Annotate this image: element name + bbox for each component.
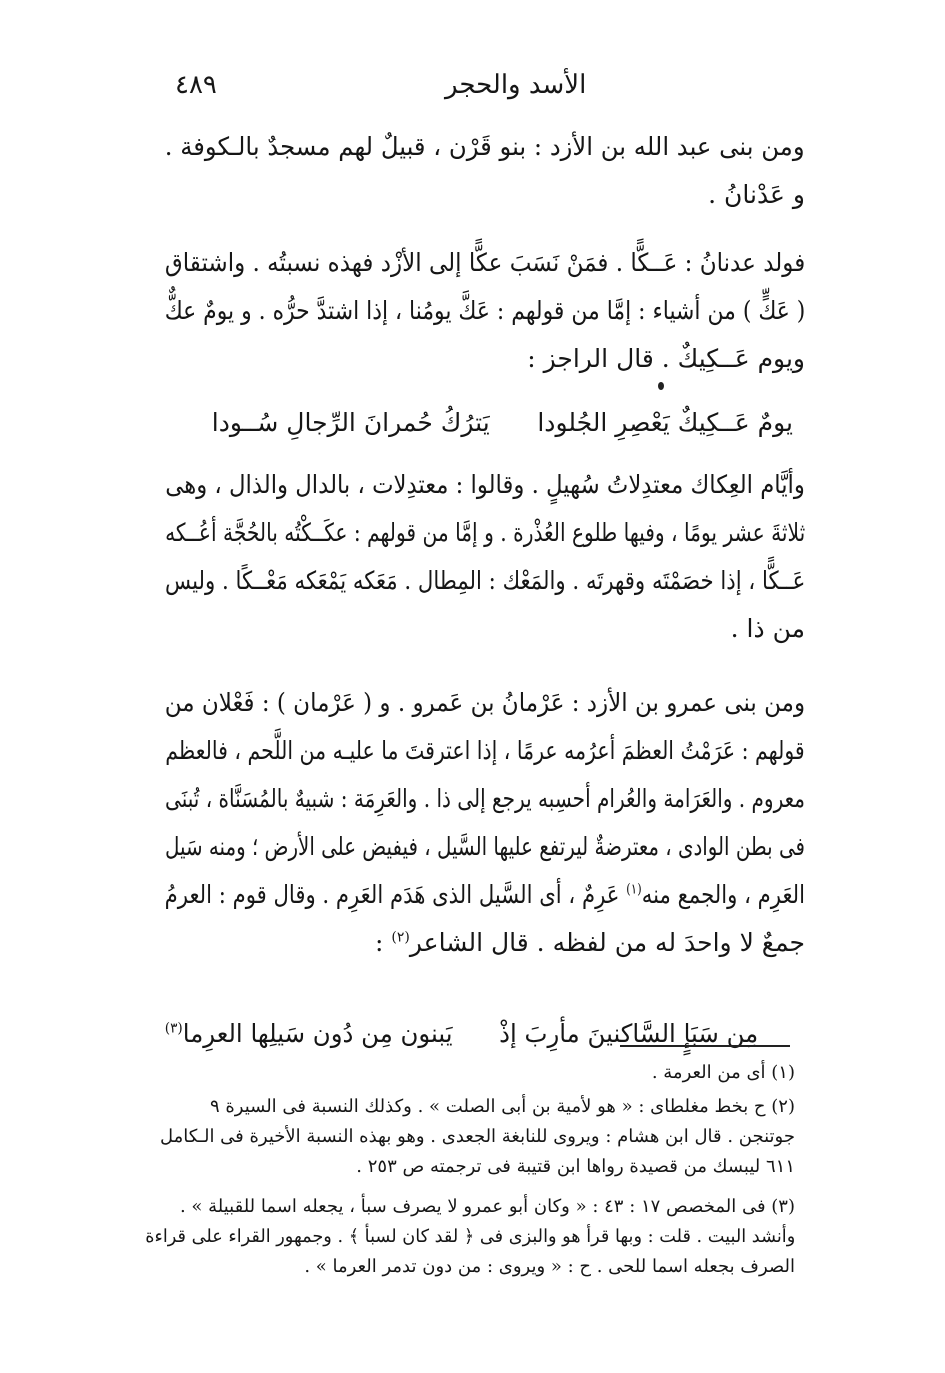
ink-mark: [658, 382, 664, 390]
footnote-marker: (٣): [164, 1020, 183, 1037]
text-line: [165, 880, 805, 909]
text-line: و عَدْنانُ .: [708, 180, 805, 209]
paragraph-2: [165, 248, 805, 388]
text-line: وأيَّام العِكاك معتدِلاتُ سُهيلٍ . وقالوا : معتدِلات ، بالدال والذال ، وهى: [165, 470, 805, 499]
text-line: ( عَكٍّ ) من أشياء : إمَّا من قولهم : عَكَّ يومُنا ، إذا اشتدَّ حرُّه . و يومٌ عكٌّ: [164, 296, 805, 325]
text-segment: العَرِم ، والجمع منه: [641, 880, 805, 909]
text-segment: جمعٌ لا واحدَ له من لفظه . قال الشاعر: [409, 928, 805, 957]
footnote-2-line: جوتنجن . قال ابن هشام : ويروى للنابغة الجعدى . وهو بهذه النسبة الأخيرة فى الـكامل: [159, 1126, 795, 1147]
page-number: ٤٨٩: [175, 70, 217, 100]
text-line: معروم . والعَرَامة والعُرام أحسِبه يرجع إلى ذا . والعَرِمَة : شبيهٌ بالمُسَنَّاة ، تُبنَى: [164, 784, 805, 813]
text-line: [375, 928, 805, 957]
footnote-separator: [620, 1045, 790, 1047]
footnote-3-line: (٣) فى المخصص ١٧ : ٤٣ : « وكان أبو عمرو لا يصرف سبأ ، يجعله اسما للقبيلة » .: [179, 1196, 795, 1217]
text-line: ومن بنى عبد الله بن الأزد : بنو قَرْن ، قبيلٌ لهم مسجدٌ بالـكوفة .: [165, 132, 805, 161]
paragraph-1: [165, 132, 805, 222]
text-line: فى بطن الوادى ، معترضةٌ ليرتفع عليها السَّيل ، فيفيض على الأرض ؛ ومنه سَيل: [165, 832, 805, 861]
paragraph-3: [165, 470, 805, 660]
footnote-1: (١) أى من العرمة .: [651, 1062, 795, 1083]
verse-1: [165, 408, 805, 448]
footnote-3-line: وأنشد البيت . قلت : وبها قرأ هو والبزى فى ﴿ لقد كان لسبأ ﴾ . وجمهور القراء على قراءة: [144, 1226, 795, 1247]
verse-2: [164, 990, 805, 1048]
text-segment: :: [375, 928, 384, 957]
footnote-marker: (١): [626, 881, 642, 898]
text-line: ويوم عَــكِيكٌ . قال الراجز :: [527, 344, 805, 373]
verse-text: مِن سَبَإٍ السَّاكنينَ مأرِبَ إذْ يَبنون مِن دُون سَيلِها العرِما: [182, 1019, 759, 1048]
running-title: الأسد والحجر: [445, 70, 587, 100]
footnote-marker: (٢): [391, 929, 410, 946]
footnote-3-line: الصرف بجعله اسما للحى . ح : « ويروى : من دون تدمر العرما » .: [304, 1256, 795, 1277]
text-line: قولهم : عَرَمْتُ العظمَ أعرُمه عرمًا ، إذا اعترقتَ ما عليـه من اللَّحم ، فالعظم: [165, 736, 805, 765]
text-line: عَــكًّا ، إذا خصَمْتَه وقهرتَه . والمَعْك : المِطال . مَعَكه يَمْعَكه مَعْــكًا . وليس: [164, 566, 805, 595]
verse-line: يومٌ عَــكِيكٌ يَعْصِرِ الجُلودا يَترُكُ حُمرانَ الرِّجالِ سُــودا: [211, 408, 793, 437]
text-line: من ذا .: [730, 614, 805, 643]
paragraph-4: [165, 688, 805, 978]
text-line: فولد عدنانُ : عَــكًّا . فمَنْ نَسَبَ عكًّا إلى الأزْد فهذه نسبتُه . واشتقاق: [164, 248, 805, 277]
text-line: ومن بنى عمرو بن الأزد : عَرْمانُ بن عَمرو . و ( عَرْمان ) : فَعْلان من: [164, 688, 805, 717]
page-header: [175, 70, 775, 110]
footnote-2-line: ٦١١ ليبسك من قصيدة رواها ابن قتيبة فى ترجمته ص ٢٥٣ .: [356, 1156, 795, 1177]
text-segment: عَرِمٌ ، أى السَّيل الذى هَدَم العَرِم . وقال قوم : العرمُ: [164, 880, 620, 909]
footnote-2-line: (٢) ح بخط مغلطاى : « هو لأمية بن أبى الصلت » . وكذلك النسبة فى السيرة ٩: [209, 1096, 795, 1117]
text-line: ثلاثةَ عشر يومًا ، وفيها طلوع العُذْرة . و إمَّا من قولهم : عكَــكْتُه بالحُجَّة أعُــكه: [164, 518, 805, 547]
